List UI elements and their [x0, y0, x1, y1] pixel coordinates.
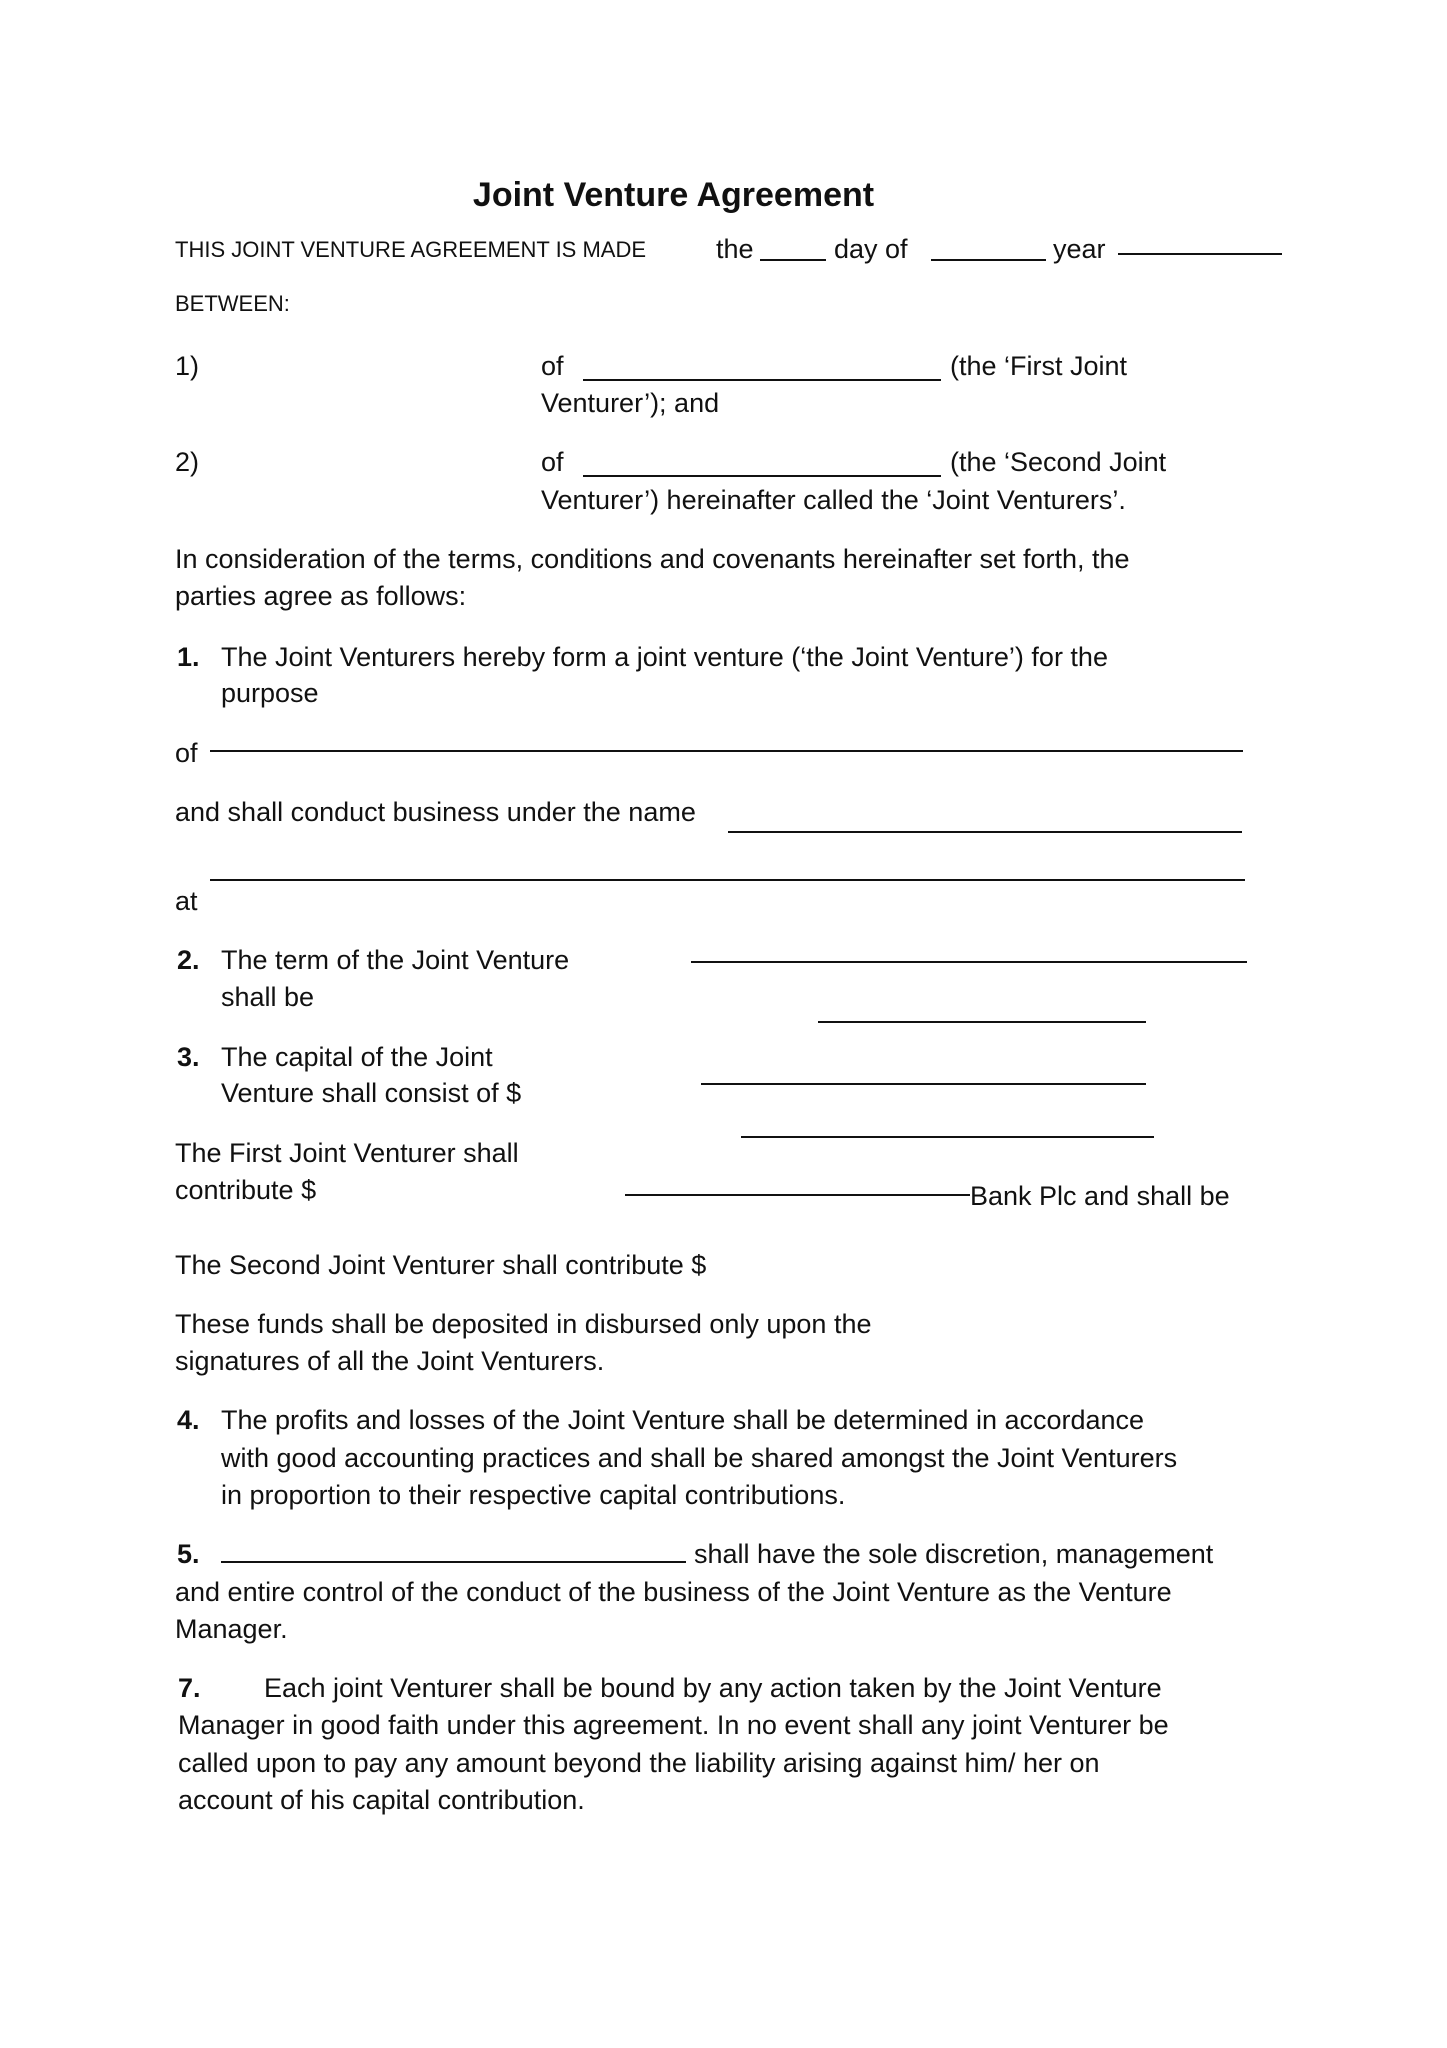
clause-5-line: and entire control of the conduct of the business of the Joint Venture as the Venture	[175, 1577, 1172, 1607]
intro-year: year	[1053, 234, 1106, 264]
clause-4-line: in proportion to their respective capital contributions.	[221, 1480, 846, 1510]
clause-7-line: called upon to pay any amount beyond the liability arising against him/ her on	[178, 1748, 1100, 1778]
clause-4-number: 4.	[177, 1405, 200, 1435]
clause-1-of: of	[175, 738, 198, 768]
intro-day-of: day of	[834, 234, 908, 264]
funds-line: signatures of all the Joint Venturers.	[175, 1346, 605, 1376]
party-1-number: 1)	[175, 351, 200, 381]
clause-3-number: 3.	[177, 1042, 200, 1072]
clause-3-line: Venture shall consist of $	[221, 1078, 522, 1108]
clause-4-line: with good accounting practices and shall be shared amongst the Joint Venturers	[221, 1443, 1178, 1473]
between-label: BETWEEN:	[175, 291, 290, 316]
address-blank[interactable]	[210, 879, 1245, 881]
second-contribution: The Second Joint Venturer shall contribute $	[175, 1250, 707, 1280]
clause-7-line: Each joint Venturer shall be bound by any action taken by the Joint Venture	[264, 1673, 1162, 1703]
clause-3-line: The capital of the Joint	[221, 1042, 493, 1072]
party-2-suffix: (the ‘Second Joint	[950, 447, 1167, 477]
clause-5-line: Manager.	[175, 1614, 288, 1644]
year-blank[interactable]	[1118, 253, 1282, 255]
party-2-number: 2)	[175, 447, 200, 477]
clause-2-line: shall be	[221, 982, 315, 1012]
bank-text: Bank Plc and shall be	[970, 1181, 1230, 1211]
first-contribution-line: The First Joint Venturer shall	[175, 1138, 519, 1168]
clause-1-line: The Joint Venturers hereby form a joint venture (‘the Joint Venture’) for the	[221, 642, 1108, 672]
consideration-line: parties agree as follows:	[175, 581, 467, 611]
clause-5-line: shall have the sole discretion, management	[694, 1539, 1214, 1569]
clause-7-line: account of his capital contribution.	[178, 1785, 585, 1815]
day-blank[interactable]	[760, 259, 826, 261]
purpose-blank[interactable]	[210, 750, 1243, 752]
clause-4-line: The profits and losses of the Joint Venture shall be determined in accordance	[221, 1405, 1145, 1435]
party-2-of: of	[541, 447, 564, 477]
first-contribution-line: contribute $	[175, 1175, 317, 1205]
intro-text: THIS JOINT VENTURE AGREEMENT IS MADE	[175, 237, 647, 262]
first-contribution-blank[interactable]	[625, 1194, 970, 1196]
consideration-line: In consideration of the terms, conditions and covenants hereinafter set forth, the	[175, 544, 1130, 574]
clause-1-number: 1.	[177, 642, 200, 672]
manager-blank[interactable]	[221, 1561, 686, 1563]
clause-1-line: purpose	[221, 678, 319, 708]
party-2-line2: Venturer’) hereinafter called the ‘Joint Venturers’.	[541, 485, 1126, 515]
funds-line: These funds shall be deposited in disbursed only upon the	[175, 1309, 872, 1339]
business-name-label: and shall conduct business under the name	[175, 797, 696, 827]
business-name-blank[interactable]	[728, 831, 1242, 833]
term-blank[interactable]	[691, 961, 1247, 963]
clause-2-line: The term of the Joint Venture	[221, 945, 570, 975]
party-1-suffix: (the ‘First Joint	[950, 351, 1128, 381]
clause-1-at: at	[175, 886, 198, 916]
term-blank-2[interactable]	[818, 1021, 1146, 1023]
clause-5-number: 5.	[177, 1539, 200, 1569]
party-2-blank[interactable]	[583, 475, 941, 477]
clause-2-number: 2.	[177, 945, 200, 975]
month-blank[interactable]	[931, 259, 1046, 261]
party-1-blank[interactable]	[583, 379, 941, 381]
capital-blank-2[interactable]	[741, 1136, 1154, 1138]
intro-the: the	[716, 234, 754, 264]
capital-blank[interactable]	[701, 1083, 1146, 1085]
party-1-of: of	[541, 351, 564, 381]
clause-7-line: Manager in good faith under this agreement. In no event shall any joint Venturer be	[178, 1710, 1169, 1740]
party-1-line2: Venturer’); and	[541, 388, 720, 418]
document-title: Joint Venture Agreement	[472, 176, 875, 214]
clause-7-number: 7.	[178, 1673, 201, 1703]
